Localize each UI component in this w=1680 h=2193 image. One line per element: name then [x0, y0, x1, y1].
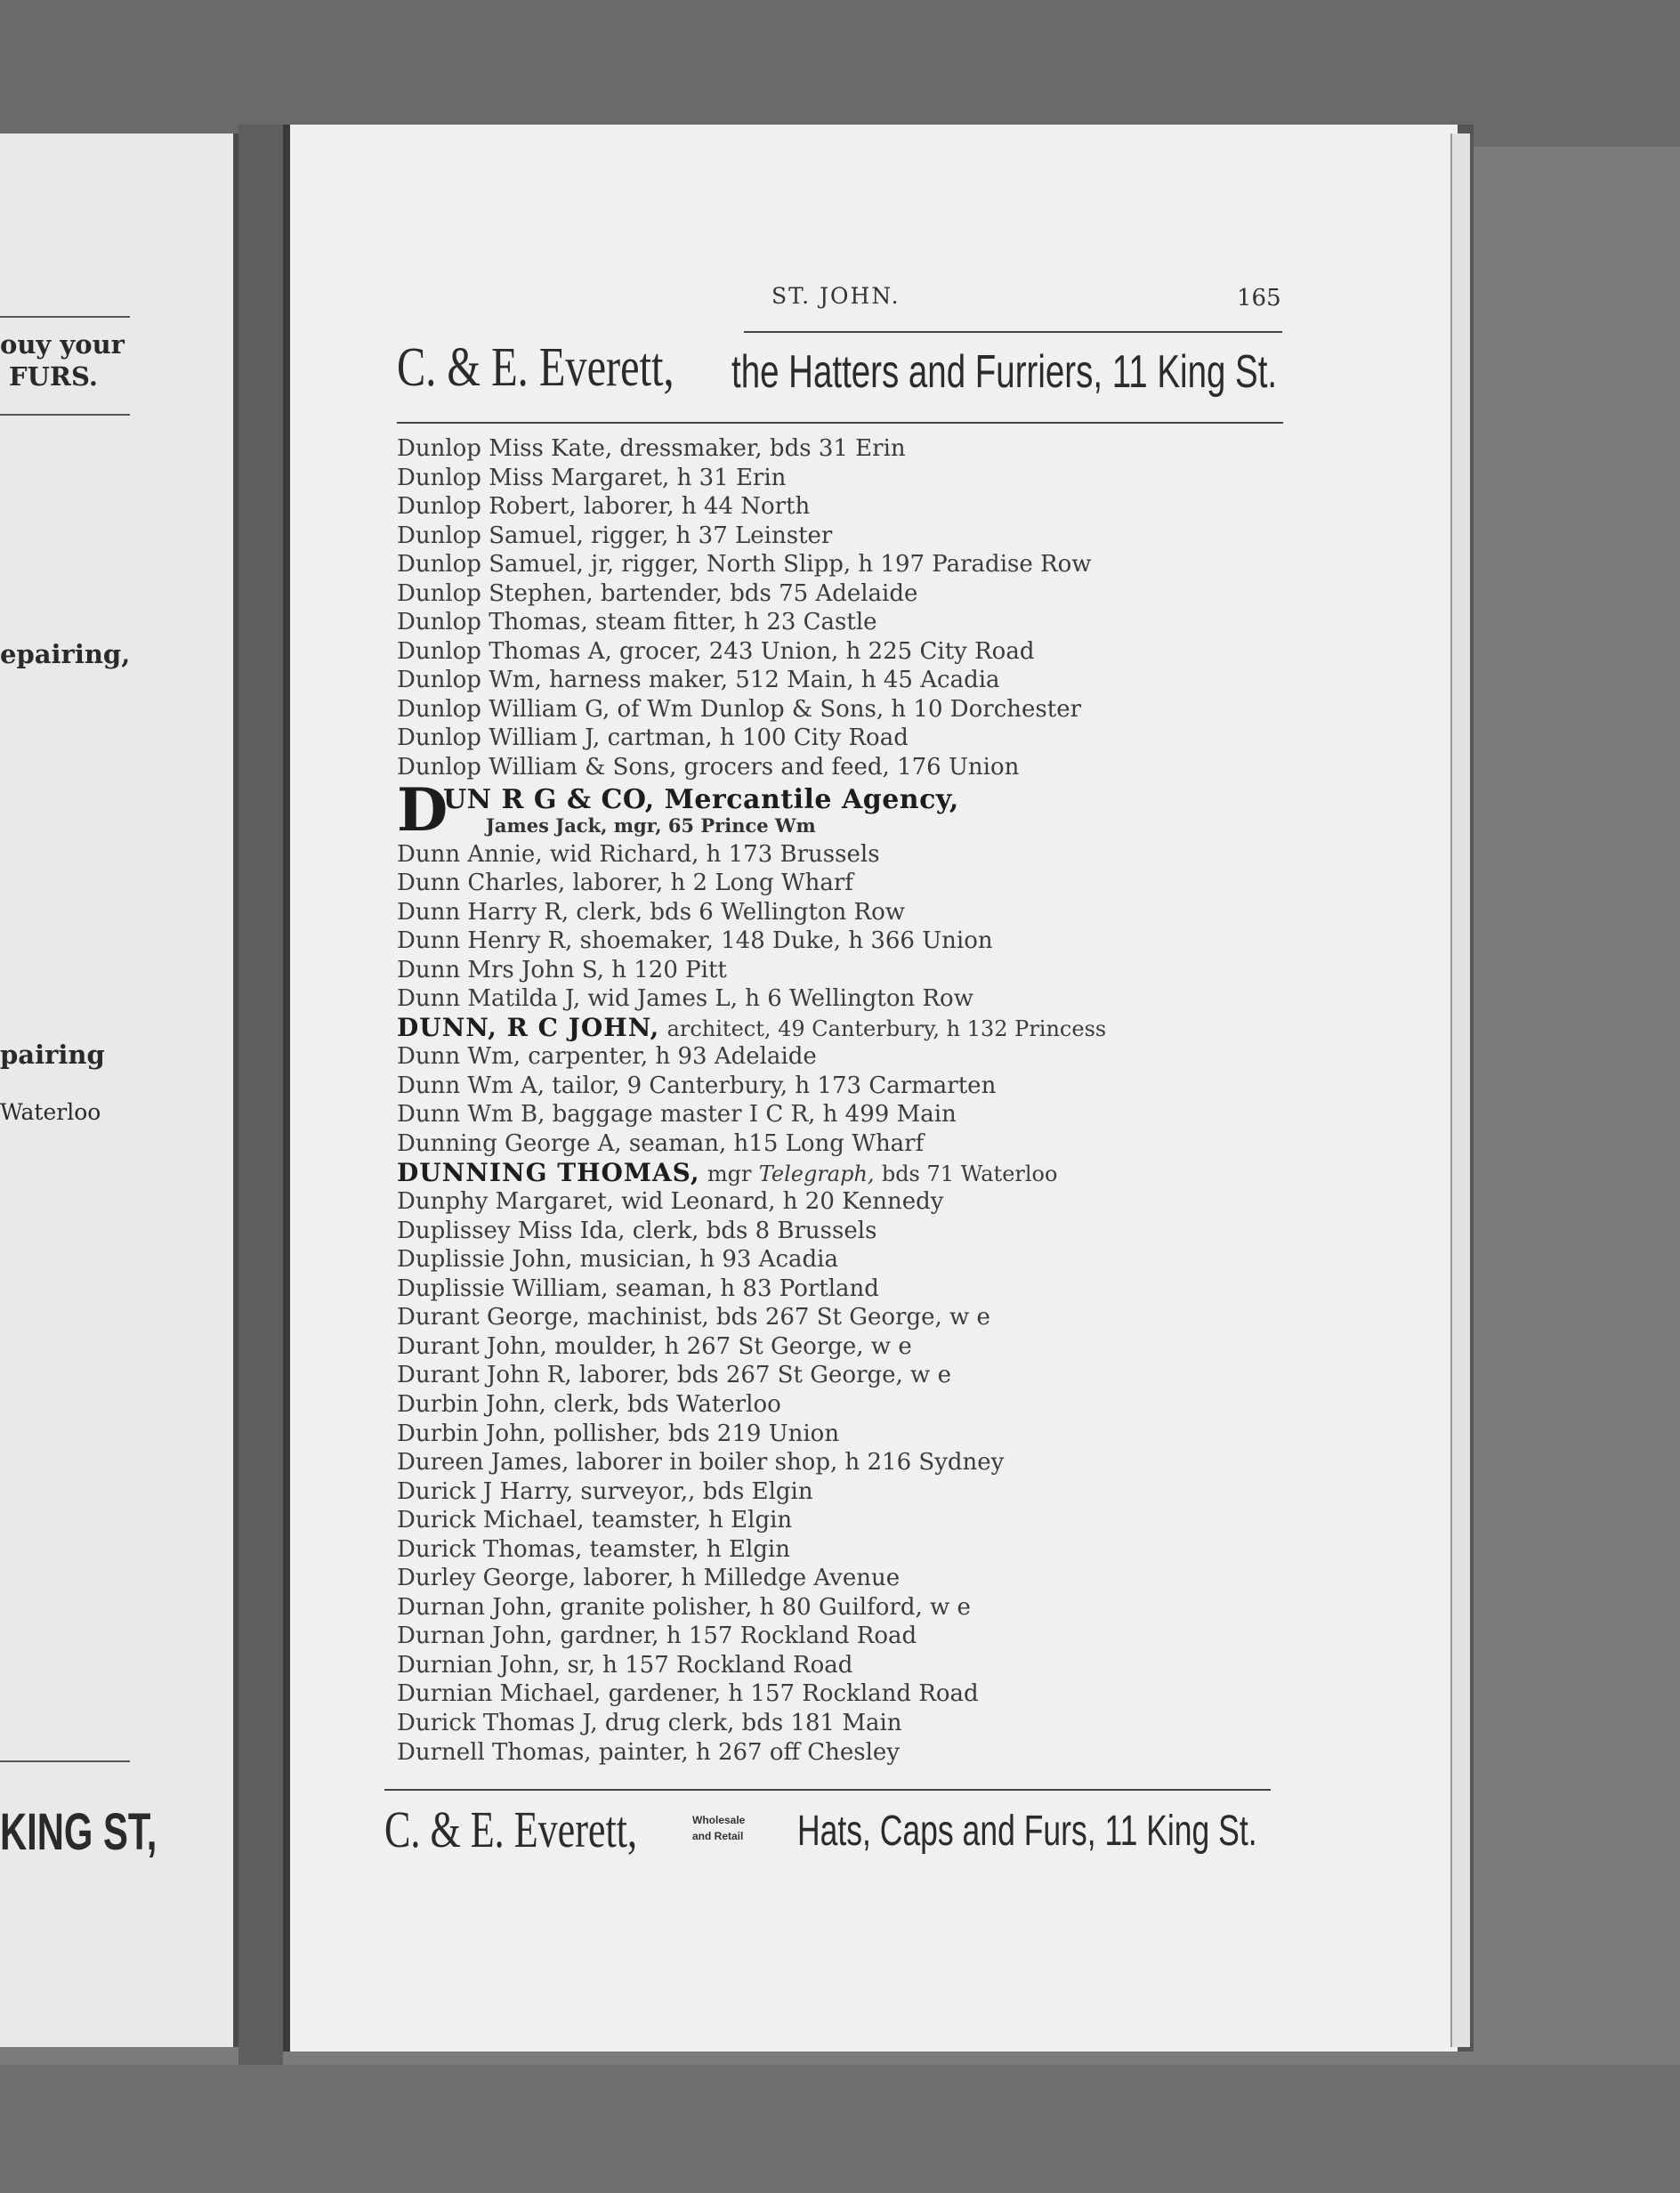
- list-item: Dunn Matilda J, wid James L, h 6 Wellington Row: [397, 985, 973, 1013]
- list-item: Duplissie John, musician, h 93 Acadia: [397, 1246, 838, 1274]
- list-item: Dunlop Samuel, rigger, h 37 Leinster: [397, 522, 833, 549]
- list-item-bold: [397, 1014, 1438, 1043]
- running-head: ST. JOHN.: [771, 283, 901, 309]
- list-item: Durbin John, clerk, bds Waterloo: [397, 1390, 781, 1418]
- header-rule: [744, 331, 1282, 333]
- left-facing-page: [0, 134, 238, 2047]
- listing-group-dunn: [397, 840, 1438, 1188]
- list-item: Durnian John, sr, h 157 Rockland Road: [397, 1651, 853, 1679]
- bold-entry-post: bds 71 Waterloo: [881, 1161, 1058, 1186]
- book-binding: [238, 125, 283, 2065]
- list-item: Dunlop William G, of Wm Dunlop & Sons, h 10 Dorchester: [397, 695, 1082, 723]
- list-item: Duplissey Miss Ida, clerk, bds 8 Brussels: [397, 1217, 877, 1244]
- listing-group-dunlop: [397, 434, 1438, 782]
- left-page-fragment: epairing,: [0, 639, 131, 669]
- list-item: Durnan John, granite polisher, h 80 Guilford, w e: [397, 1593, 971, 1621]
- bold-entry-name: DUNNING THOMAS,: [397, 1157, 700, 1187]
- list-item: Dunn Charles, laborer, h 2 Long Wharf: [397, 870, 853, 897]
- footer-rule: [384, 1789, 1271, 1791]
- list-item-bold: [397, 1159, 1438, 1188]
- left-page-rule: [0, 414, 130, 416]
- dun-entry-title: UN R G & CO, Mercantile Agency,: [443, 783, 959, 815]
- bold-entry-detail: architect, 49 Canterbury, h 132 Princess: [666, 1016, 1107, 1041]
- list-item: Dunlop Thomas, steam fitter, h 23 Castle: [397, 609, 877, 636]
- left-page-fragment: KING ST,: [0, 1803, 158, 1861]
- footer-advert-tagline: Hats, Caps and Furs, 11 King St.: [797, 1808, 1257, 1855]
- list-item: Dunlop Thomas A, grocer, 243 Union, h 225 City Road: [397, 637, 1035, 665]
- list-item: Durick J Harry, surveyor,, bds Elgin: [397, 1477, 813, 1505]
- footer-advert-small-top: Wholesale: [692, 1814, 746, 1826]
- list-item: Durant John, moulder, h 267 St George, w e: [397, 1332, 912, 1360]
- list-item: Dunlop William J, cartman, h 100 City Road: [397, 724, 909, 752]
- bold-entry-italic: Telegraph,: [758, 1161, 875, 1186]
- list-item: Durick Thomas, teamster, h Elgin: [397, 1535, 790, 1563]
- list-item: Dunn Wm, carpenter, h 93 Adelaide: [397, 1043, 817, 1071]
- list-item: Dunlop Miss Margaret, h 31 Erin: [397, 464, 787, 491]
- left-page-fragment: pairing: [0, 1040, 105, 1070]
- bold-entry-pre: mgr: [707, 1161, 752, 1186]
- listing-group-dunphy-durnell: [397, 1187, 1438, 1767]
- list-item: Dunn Wm B, baggage master I C R, h 499 Main: [397, 1101, 957, 1129]
- list-item: Dunlop Miss Kate, dressmaker, bds 31 Erin: [397, 435, 906, 462]
- list-item: Dunlop William & Sons, grocers and feed, 176 Union: [397, 754, 1020, 781]
- advert-rule: [397, 422, 1283, 424]
- left-page-rule: [0, 1760, 130, 1762]
- header-advert-name: C. & E. Everett,: [397, 337, 674, 398]
- left-page-rule: [0, 316, 130, 318]
- dun-entry-detail: James Jack, mgr, 65 Prince Wm: [486, 813, 816, 837]
- list-item: Dunn Harry R, clerk, bds 6 Wellington Row: [397, 898, 906, 926]
- list-item: Duplissie William, seaman, h 83 Portland: [397, 1275, 879, 1302]
- scan-background-bottom: [0, 2065, 1680, 2193]
- list-item: Dunlop Robert, laborer, h 44 North: [397, 493, 811, 521]
- list-item: Durley George, laborer, h Milledge Avenue: [397, 1565, 901, 1592]
- directory-listing: [397, 434, 1438, 1767]
- left-page-fragment: Waterloo: [0, 1099, 101, 1125]
- list-item: Dunn Henry R, shoemaker, 148 Duke, h 366 Union: [397, 927, 993, 955]
- list-item: Durant George, machinist, bds 267 St George, w e: [397, 1304, 990, 1331]
- list-item: Durnan John, gardner, h 157 Rockland Road: [397, 1622, 917, 1650]
- footer-advert-name: C. & E. Everett,: [384, 1801, 638, 1858]
- list-item: Dureen James, laborer in boiler shop, h 216 Sydney: [397, 1449, 1005, 1477]
- left-page-fragment: FURS.: [9, 361, 98, 392]
- list-item: Dunlop Wm, harness maker, 512 Main, h 45 Acadia: [397, 667, 1000, 694]
- page-number: 165: [1237, 285, 1281, 312]
- list-item: Durbin John, pollisher, bds 219 Union: [397, 1420, 840, 1447]
- list-item: Dunn Wm A, tailor, 9 Canterbury, h 173 Carmarten: [397, 1072, 997, 1099]
- footer-advert-small-bottom: and Retail: [692, 1830, 744, 1842]
- list-item: Dunlop Stephen, bartender, bds 75 Adelaide: [397, 579, 918, 607]
- list-item: Dunlop Samuel, jr, rigger, North Slipp, h 197 Paradise Row: [397, 551, 1092, 579]
- list-item: Durant John R, laborer, bds 267 St George, w e: [397, 1362, 951, 1389]
- list-item: Dunn Mrs John S, h 120 Pitt: [397, 956, 727, 983]
- list-item: Durick Thomas J, drug clerk, bds 181 Main: [397, 1709, 902, 1736]
- page-edge: [1450, 134, 1470, 2047]
- dun-agency-entry: [397, 774, 1438, 845]
- header-advert-tagline: the Hatters and Furriers, 11 King St.: [731, 346, 1278, 398]
- list-item: Durnian Michael, gardener, h 157 Rockland Road: [397, 1680, 979, 1708]
- bold-entry-name: DUNN, R C JOHN,: [397, 1012, 660, 1042]
- list-item: Dunning George A, seaman, h15 Long Wharf: [397, 1130, 925, 1158]
- list-item: Durick Michael, teamster, h Elgin: [397, 1507, 793, 1534]
- dun-drop-cap: D: [397, 774, 448, 845]
- list-item: Dunphy Margaret, wid Leonard, h 20 Kennedy: [397, 1188, 944, 1216]
- list-item: Dunn Annie, wid Richard, h 173 Brussels: [397, 840, 880, 868]
- left-page-fragment: ouy your: [0, 329, 125, 360]
- list-item: Durnell Thomas, painter, h 267 off Chesley: [397, 1738, 901, 1766]
